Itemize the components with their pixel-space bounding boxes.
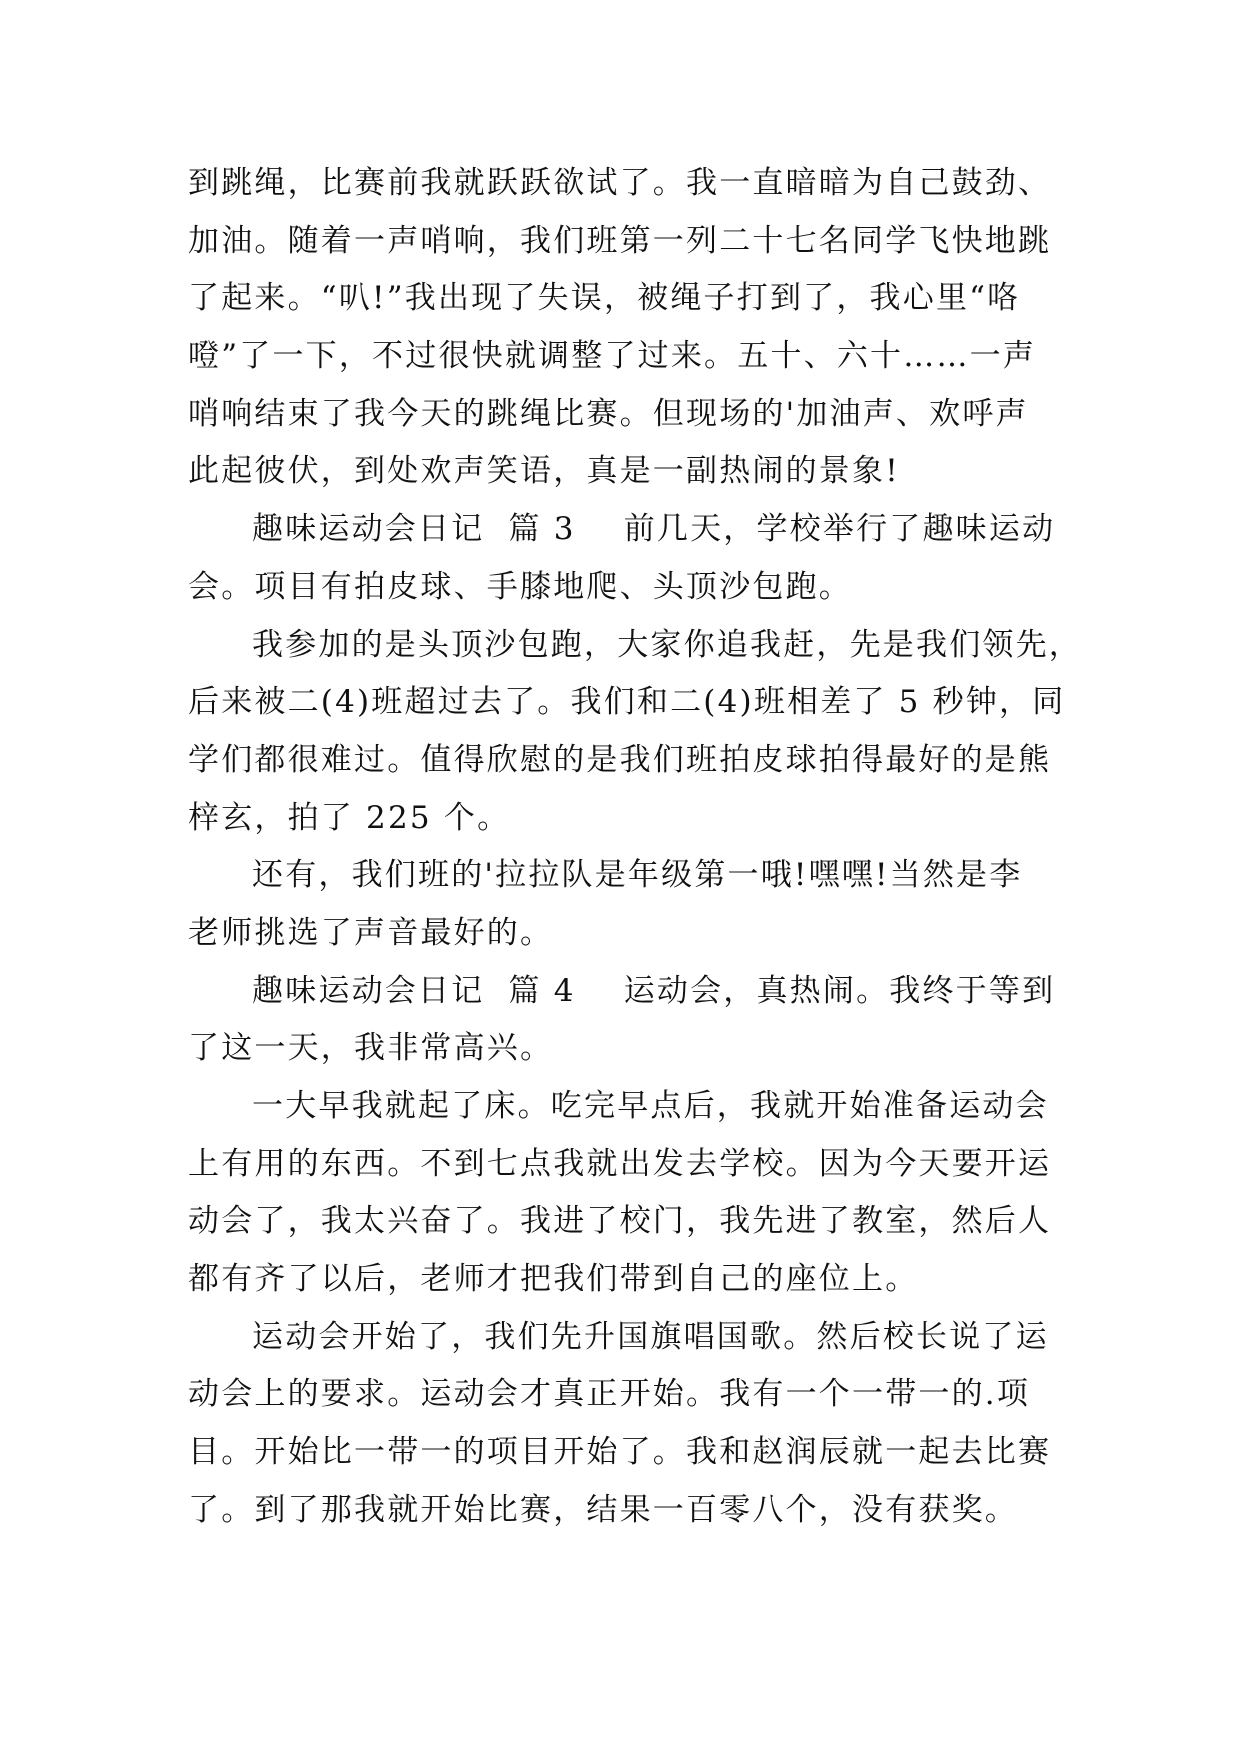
paragraph-start-line: 我参加的是头顶沙包跑，大家你追我赶，先是我们领先， [252, 626, 1082, 663]
text-line: 目。开始比一带一的项目开始了。我和赵润辰就一起去比赛 [188, 1434, 1052, 1471]
text-line: 上有用的东西。不到七点我就出发去学校。因为今天要开运 [188, 1145, 1052, 1182]
text-line: 到跳绳，比赛前我就跃跃欲试了。我一直暗暗为自己鼓劲、 [188, 165, 1052, 201]
text-run: 前几天，学校举行了趣味运动 [623, 511, 1056, 548]
text-line: 加油。随着一声哨响，我们班第一列二十七名同学飞快地跳 [188, 222, 1052, 259]
text-line: 了这一天，我非常高兴。 [188, 1030, 554, 1067]
text-line: 老师挑选了声音最好的。 [188, 914, 554, 951]
paragraph-start-line: 还有，我们班的'拉拉队是年级第一哦!嘿嘿!当然是李 [252, 857, 1023, 894]
section-heading: 趣味运动会日记 篇 4 [252, 972, 576, 1009]
section-heading-line [188, 501, 1068, 559]
section-heading: 趣味运动会日记 篇 3 [252, 511, 576, 548]
text-line: 学们都很难过。值得欣慰的是我们班拍皮球拍得最好的是熊 [188, 741, 1052, 778]
text-line: 了。到了那我就开始比赛，结果一百零八个，没有获奖。 [188, 1491, 1018, 1528]
text-line: 动会上的要求。运动会才真正开始。我有一个一带一的.项 [188, 1376, 1031, 1413]
paragraph-start-line: 一大早我就起了床。吃完早点后，我就开始准备运动会 [252, 1088, 1049, 1124]
section-heading-line [188, 963, 1068, 1021]
text-line: 噔”了一下，不过很快就调整了过来。五十、六十……一声 [188, 338, 1037, 375]
text-line: 此起彼伏，到处欢声笑语，真是一副热闹的景象! [188, 453, 900, 490]
text-line: 都有齐了以后，老师才把我们带到自己的座位上。 [188, 1261, 919, 1298]
text-line: 梓玄，拍了 225 个。 [188, 799, 511, 836]
text-line: 动会了，我太兴奋了。我进了校门，我先进了教室，然后人 [188, 1203, 1052, 1240]
text-line: 后来被二(4)班超过去了。我们和二(4)班相差了 5 秒钟，同 [188, 684, 1066, 721]
text-run: 运动会，真热闹。我终于等到 [623, 972, 1056, 1009]
text-line: 了起来。“叭!”我出现了失误，被绳子打到了，我心里“咯 [188, 280, 1021, 317]
text-line: 哨响结束了我今天的跳绳比赛。但现场的'加油声、欢呼声 [188, 395, 1029, 432]
text-line: 会。项目有拍皮球、手膝地爬、头顶沙包跑。 [188, 568, 852, 605]
article-body [188, 155, 1082, 1540]
paragraph-start-line: 运动会开始了，我们先升国旗唱国歌。然后校长说了运 [252, 1318, 1049, 1355]
